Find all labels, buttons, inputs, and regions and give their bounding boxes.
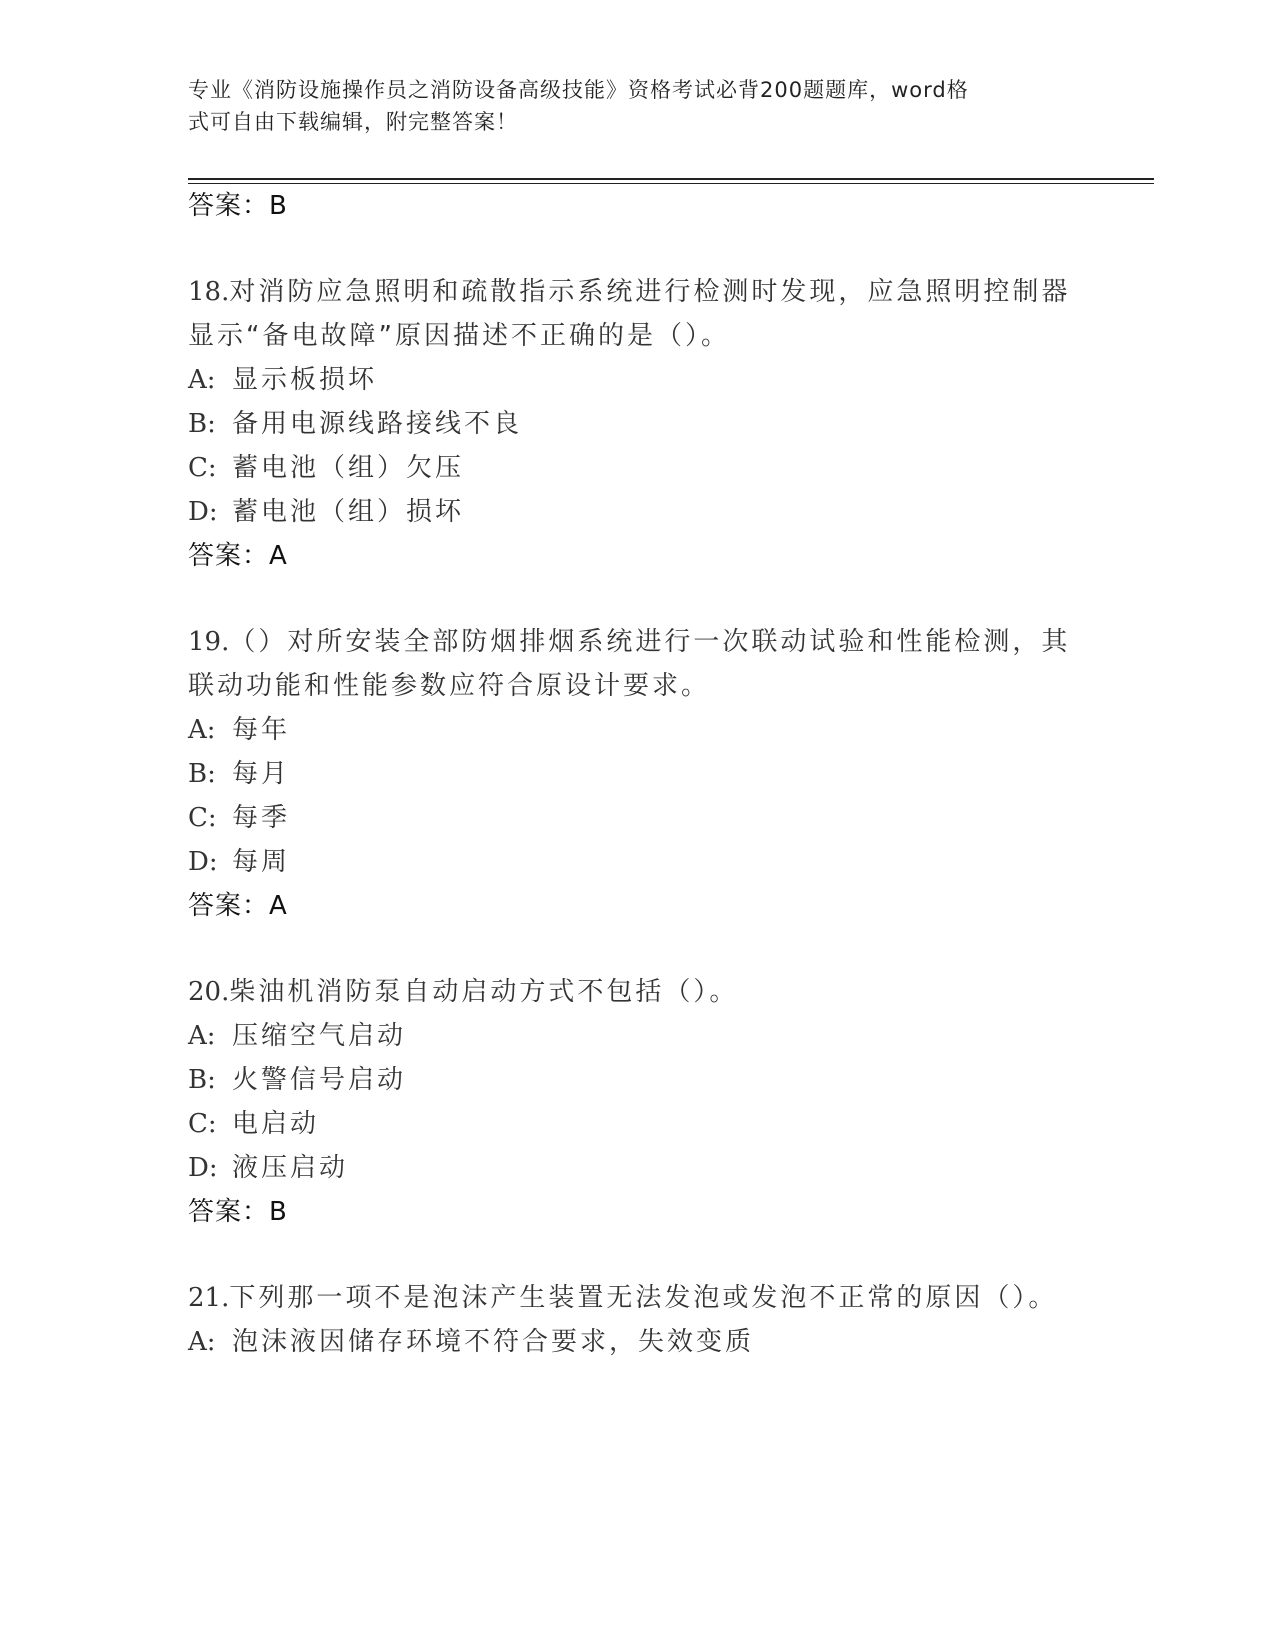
answer-17: 答案：B — [188, 191, 288, 221]
option-text: 蓄电池（组）欠压 — [232, 453, 465, 483]
header-line-1: 专业《消防设施操作员之消防设备高级技能》资格考试必背200题题库，word格 — [188, 78, 969, 102]
option-text: 火警信号启动 — [232, 1065, 407, 1095]
header-divider-thin — [188, 183, 1154, 184]
question-18-number: 18. — [188, 277, 230, 307]
option-text: 显示板损坏 — [232, 365, 378, 395]
question-19-number: 19. — [188, 627, 230, 657]
question-19-text-1: （）对所安装全部防烟排烟系统进行一次联动试验和性能检测，其 — [229, 627, 1071, 657]
option-letter: D: — [188, 1153, 218, 1183]
question-18-line-1 — [188, 274, 1070, 310]
answer-19: 答案：A — [188, 891, 288, 921]
header-divider — [188, 178, 1154, 180]
option-letter: A: — [188, 365, 216, 395]
option-text: 液压启动 — [232, 1153, 349, 1183]
option-letter: C: — [188, 453, 217, 483]
question-20-option-b — [188, 1062, 406, 1098]
option-text: 备用电源线路接线不良 — [232, 409, 523, 439]
option-letter: D: — [188, 847, 218, 877]
option-text: 蓄电池（组）损坏 — [232, 497, 465, 527]
question-18-text-2: 显示“备电故障”原因描述不正确的是（）。 — [188, 321, 730, 351]
header-line-2: 式可自由下载编辑，附完整答案！ — [188, 110, 518, 134]
question-20-number: 20. — [188, 977, 230, 1007]
question-21-option-a — [188, 1324, 754, 1360]
question-18-option-b — [188, 406, 522, 442]
answer-20: 答案：B — [188, 1197, 288, 1227]
question-20-option-c — [188, 1106, 319, 1142]
question-20-line-1 — [188, 974, 738, 1010]
option-letter: B: — [188, 409, 216, 439]
question-20-option-a — [188, 1018, 406, 1054]
option-text: 每周 — [232, 847, 291, 877]
question-18-option-d — [188, 494, 464, 530]
option-letter: D: — [188, 497, 218, 527]
option-letter: B: — [188, 759, 216, 789]
question-21-text-1: 下列那一项不是泡沫产生装置无法发泡或发泡不正常的原因（）。 — [229, 1283, 1058, 1313]
option-letter: A: — [188, 1021, 216, 1051]
question-19-option-d — [188, 844, 290, 880]
document-header — [188, 74, 1068, 138]
option-letter: A: — [188, 715, 216, 745]
option-text: 泡沫液因储存环境不符合要求，失效变质 — [232, 1327, 755, 1357]
question-19-line-1 — [188, 624, 1070, 660]
option-text: 每年 — [232, 715, 291, 745]
option-text: 压缩空气启动 — [232, 1021, 407, 1051]
question-19-text-2: 联动功能和性能参数应符合原设计要求。 — [188, 671, 711, 701]
option-letter: C: — [188, 803, 217, 833]
question-20-text-1: 柴油机消防泵自动启动方式不包括（）。 — [229, 977, 739, 1007]
question-21-line-1 — [188, 1280, 1057, 1316]
question-21-number: 21. — [188, 1283, 230, 1313]
option-letter: C: — [188, 1109, 217, 1139]
option-letter: A: — [188, 1327, 216, 1357]
answer-18: 答案：A — [188, 541, 288, 571]
question-19-option-b — [188, 756, 290, 792]
question-20-option-d — [188, 1150, 348, 1186]
option-text: 每月 — [232, 759, 291, 789]
option-text: 每季 — [232, 803, 291, 833]
question-18-option-a — [188, 362, 377, 398]
option-letter: B: — [188, 1065, 216, 1095]
option-text: 电启动 — [232, 1109, 320, 1139]
question-19-option-a — [188, 712, 290, 748]
question-19-option-c — [188, 800, 290, 836]
question-18-option-c — [188, 450, 464, 486]
question-18-text-1: 对消防应急照明和疏散指示系统进行检测时发现，应急照明控制器 — [229, 277, 1071, 307]
